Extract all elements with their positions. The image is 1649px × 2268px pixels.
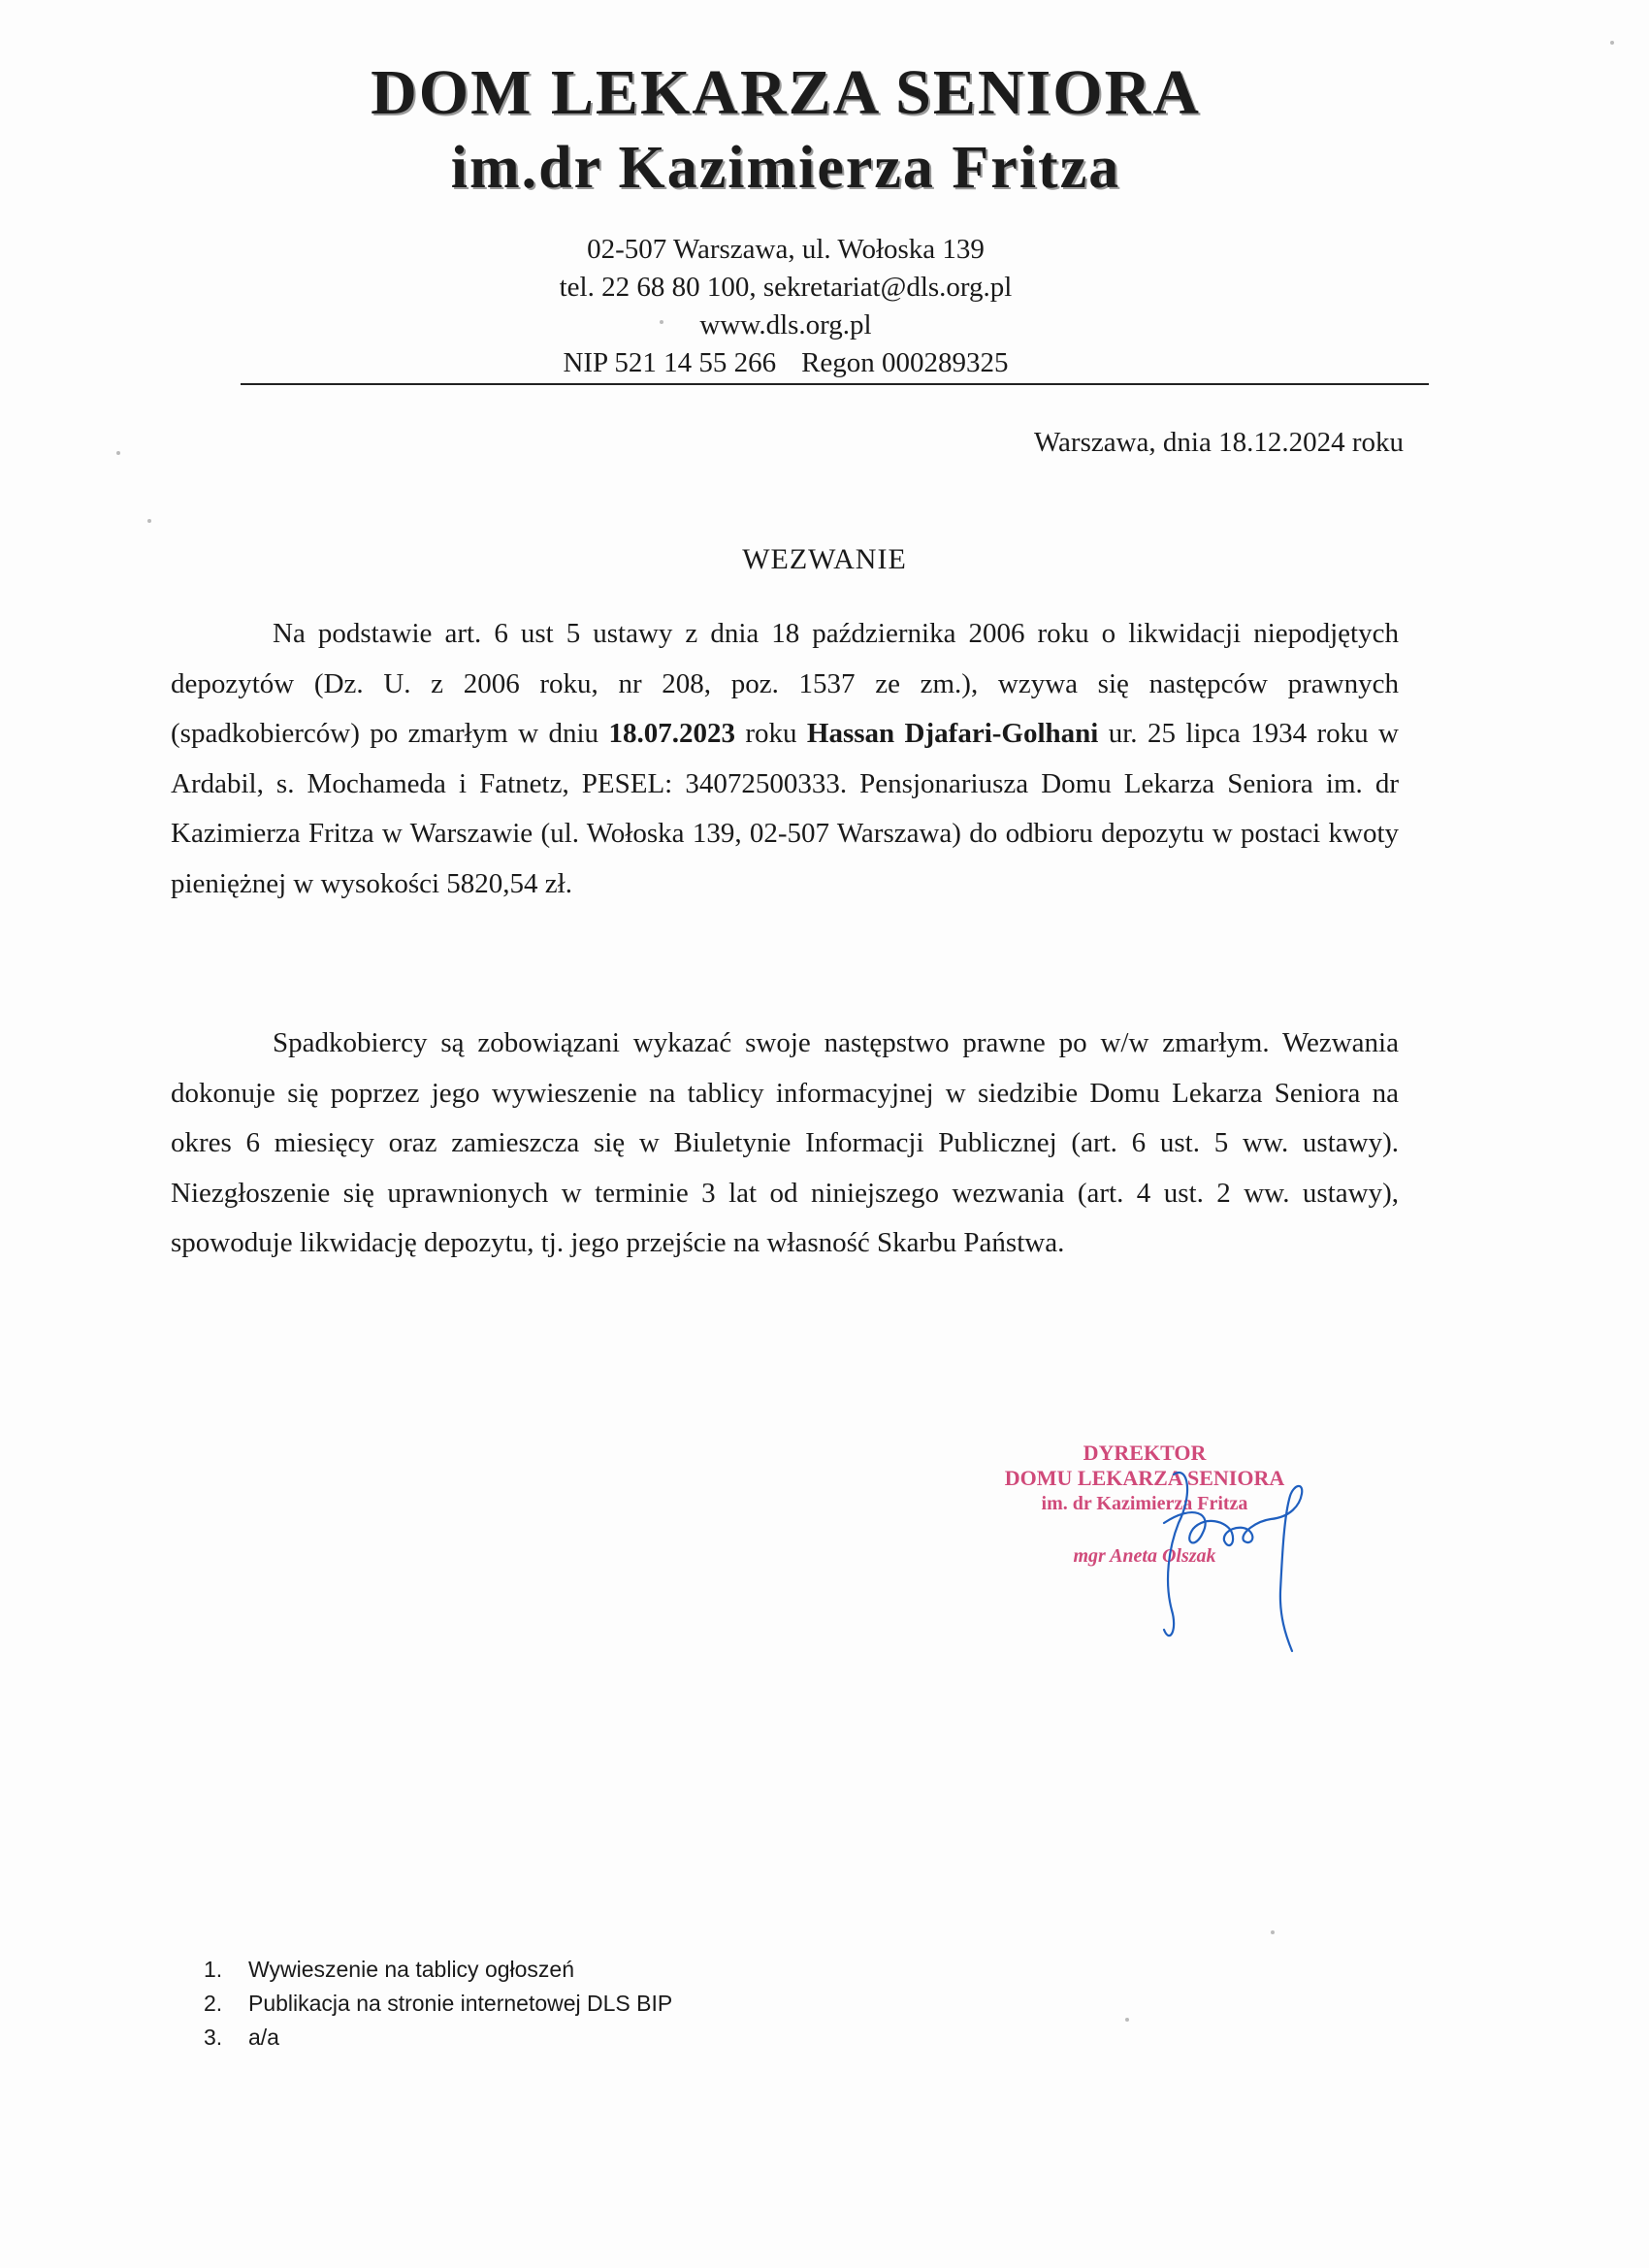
list-text: Publikacja na stronie internetowej DLS BIP xyxy=(248,1991,673,2016)
nip: NIP 521 14 55 266 xyxy=(563,347,777,378)
scan-speck xyxy=(147,519,151,523)
address: 02-507 Warszawa, ul. Wołoska 139 xyxy=(587,234,985,265)
website: www.dls.org.pl xyxy=(699,309,872,340)
list-number: 2. xyxy=(204,1991,223,2016)
list-number: 1. xyxy=(204,1957,223,1982)
registry-numbers xyxy=(291,344,1280,382)
list-number: 3. xyxy=(204,2025,223,2050)
scan-speck xyxy=(1610,41,1614,45)
deceased-name: Hassan Djafari-Golhani xyxy=(806,718,1099,749)
stamp-line-4: mgr Aneta Olszak xyxy=(1073,1545,1216,1567)
list-item xyxy=(204,2021,672,2055)
institution-name: DOM LEKARZA SENIORA xyxy=(371,57,1201,128)
institution-patron: im.dr Kazimierza Fritza xyxy=(450,135,1121,201)
paragraph-1-text-b: roku xyxy=(734,718,807,749)
stamp-line-2: DOMU LEKARZA SENIORA xyxy=(1004,1466,1285,1490)
stamp-line-1: DYREKTOR xyxy=(1083,1441,1207,1465)
list-item xyxy=(204,1987,672,2021)
regon: Regon 000289325 xyxy=(801,347,1009,378)
scan-speck xyxy=(1125,2018,1129,2022)
scan-speck xyxy=(1271,1930,1275,1934)
stamp-line-3: im. dr Kazimierza Fritza xyxy=(1041,1493,1248,1514)
paragraph-2: Spadkobiercy są zobowiązani wykazać swoje następstwo prawne po w/w zmarłym. Wezwania dokonuje się poprzez jego wywieszenie na tablicy informacyjnej w siedzibie Domu Lekarza Seniora na okres 6 miesięcy oraz zamieszcza się w Biuletynie Informacji Publicznej (art. 6 ust. 5 ww. ustawy). Niezgłoszenie się uprawnionych w terminie 3 lat od niniejszego wezwania (art. 4 ust. 2 ww. ustawy), spowoduje likwidację depozytu, tj. jego przejście na własność Skarbu Państwa. xyxy=(171,1027,1399,1258)
document-heading: WEZWANIE xyxy=(742,543,907,575)
death-date: 18.07.2023 xyxy=(608,718,735,749)
attachments-list xyxy=(204,1953,672,2055)
list-text: a/a xyxy=(248,2025,279,2050)
list-item xyxy=(204,1953,672,1987)
letterhead-contact xyxy=(291,231,1280,382)
scan-speck xyxy=(116,451,120,455)
scan-speck xyxy=(660,320,663,324)
handwritten-signature xyxy=(1135,1436,1329,1659)
paragraph-1-text-c: ur. 25 lipca 1934 roku w Ardabil, s. Mochameda i Fatnetz, PESEL: 34072500333. Pensjonariusza Domu Lekarza Seniora im. dr Kazimierza Fritza w Warszawie (ul. Wołoska 139, 02-507 Warszawa) do odbioru depozytu w postaci kwoty pieniężnej w wysokości 5820,54 zł. xyxy=(171,718,1399,899)
contact-line: tel. 22 68 80 100, sekretariat@dls.org.pl xyxy=(559,272,1013,303)
header-divider xyxy=(241,383,1429,385)
document-date: Warszawa, dnia 18.12.2024 roku xyxy=(1033,427,1404,458)
paragraph-1 xyxy=(171,609,1399,909)
list-text: Wywieszenie na tablicy ogłoszeń xyxy=(248,1957,575,1982)
paragraph-1-text-a: Na podstawie art. 6 ust 5 ustawy z dnia 18 października 2006 roku o likwidacji niepodjętych depozytów (Dz. U. z 2006 roku, nr 208, poz. 1537 ze zm.), wzywa się następców prawnych (spadkobierców) po zmarłym w dniu xyxy=(171,618,1399,749)
